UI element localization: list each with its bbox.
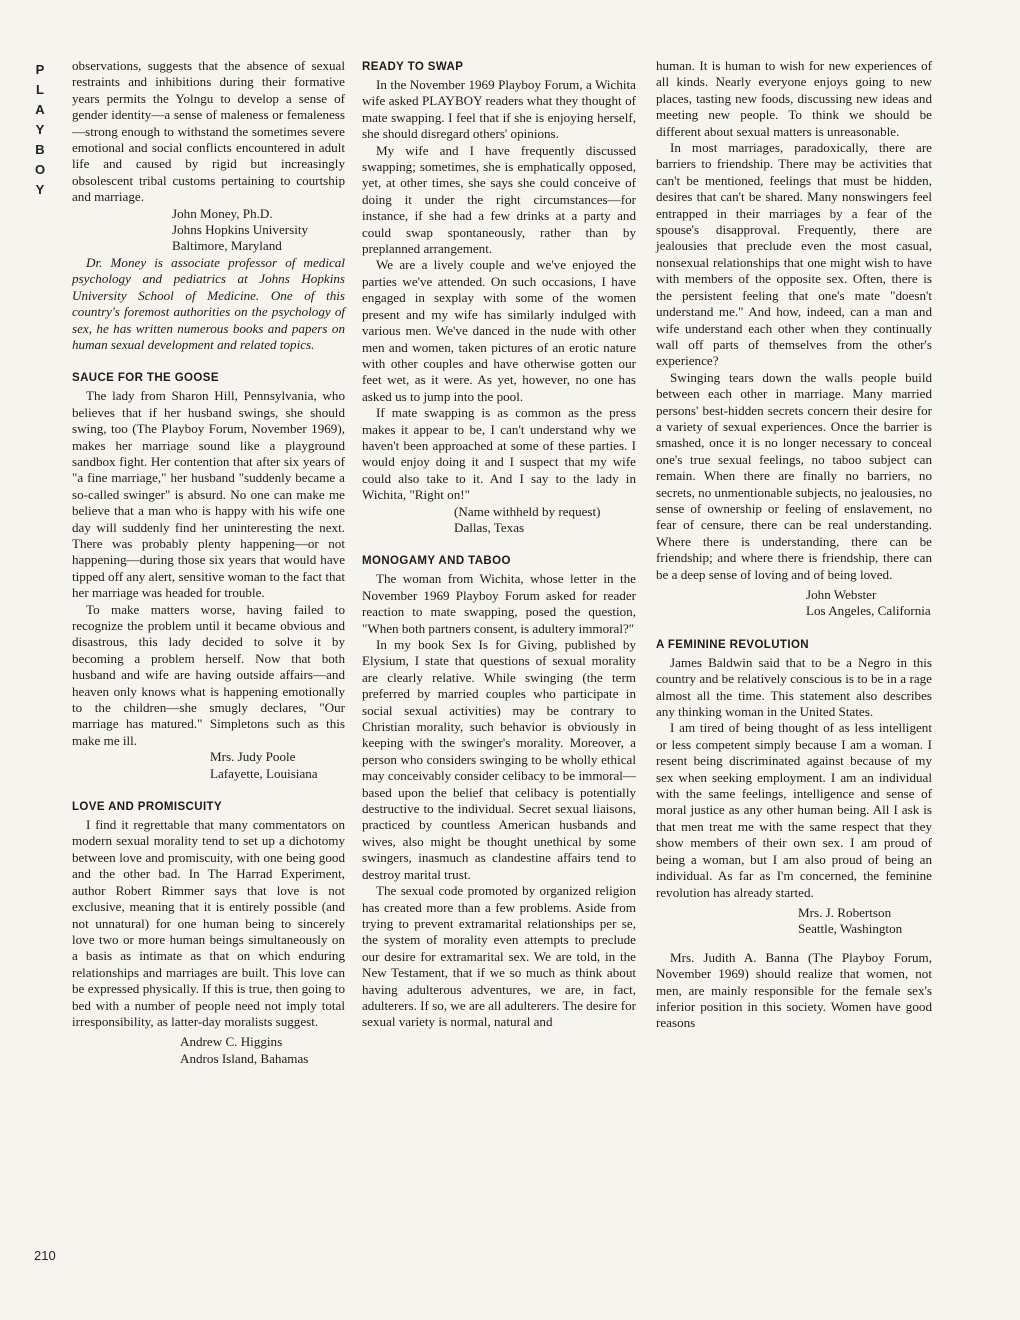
signature-line: Lafayette, Louisiana — [210, 765, 318, 781]
signature-line: John Webster — [806, 587, 877, 602]
paragraph: If mate swapping is as common as the press makes it appear to be, I can't understand why we haven't been approached at some of these parties. I would enjoy doing it and I suspect that my wife could also take to it. And I say to the lady in Wichita, "Right on!" — [362, 405, 636, 503]
signature-higgins — [72, 1034, 345, 1067]
signature-webster — [656, 587, 932, 620]
sidebar-letter: L — [36, 82, 44, 97]
editor-note: Dr. Money is associate professor of medical psychology and pediatrics at Johns Hopkins University School of Medicine. One of this country's foremost authorities on the psychology of sex, he has written numerous books and papers on human sexual development and related topics. — [72, 254, 345, 352]
paragraph: Mrs. Judith A. Banna (The Playboy Forum, November 1969) should realize that women, not men, are mainly responsible for the female sex's inferior position in this society. Women have good reasons — [656, 949, 932, 1031]
section-heading: SAUCE FOR THE GOOSE — [72, 372, 219, 385]
section-heading: MONOGAMY AND TABOO — [362, 555, 511, 568]
paragraph: James Baldwin said that to be a Negro in this country and be relatively conscious is to be in a rage almost all the time. This statement also describes any thinking woman in the United States. — [656, 654, 932, 720]
paragraph: To make matters worse, having failed to recognize the problem until it became obvious and disastrous, this lady decided to solve it by becoming a problem herself. Now that both husband and wife are having outside affairs—and heaven only knows what is happening emotionally to the children—she smugly declares, "Our marriage has matured." Simpletons such as this make me ill. — [72, 601, 345, 748]
magazine-name-vertical — [33, 60, 47, 200]
signature-line: Andros Island, Bahamas — [180, 1050, 309, 1066]
signature-line: John Money, Ph.D. — [172, 205, 273, 221]
signature-line: Mrs. Judy Poole — [210, 749, 296, 765]
column-2 — [362, 58, 636, 1031]
signature-money — [72, 206, 345, 255]
paragraph: The sexual code promoted by organized religion has created more than a few problems. Aside from trying to prevent extramarital relationships per se, the system of morality even attempts to preclude our desire for extramarital sex. We are told, in the New Testament, that if we so much as think about having adulterous adventures, we are, in fact, adulterers. If so, we are all adulterers. The desire for sexual variety is normal, natural and — [362, 883, 636, 1030]
signature-withheld — [362, 504, 636, 537]
paragraph: I find it regrettable that many commentators on modern sexual morality tend to set up a dichotomy between love and promiscuity, with one being good and the other bad. In The Harrad Experiment, author Robert Rimmer says that love is not exclusive, meaning that it is entirely possible (and not unnatural) for one human being to sincerely love two or more human beings simultaneously on a basis as intimate as that on which enduring relationships and marriages are built. This love can be expressed physically. If this is true, then going to bed with a number of people need not imply total irresponsibility, as latter-day moralists suggest. — [72, 817, 345, 1029]
section-heading: LOVE AND PROMISCUITY — [72, 801, 223, 814]
paragraph: human. It is human to wish for new experiences of all kinds. Nearly everyone enjoys going to new places, tasting new foods, discussing new ideas and meeting new people. To think we should be different about sexual matters is unreasonable. — [656, 58, 932, 139]
paragraph: We are a lively couple and we've enjoyed the parties we've attended. On such occasions, I have engaged in sexplay with some of the women present and my wife has similarly indulged with various men. We've danced in the nude with other men and women, taken pictures of an erotic nature with other couples and have otherwise gotten our feet wet, as it were. As yet, however, no one has asked us to jump into the pool. — [362, 257, 636, 404]
signature-line: Dallas, Texas — [454, 519, 525, 535]
signature-poole — [72, 749, 345, 782]
paragraph: In most marriages, paradoxically, there are barriers to friendship. There may be activities that can't be mentioned, feelings that must be hidden, desires that can't be shared. Many nonswingers feel entrapped in their marriages by a fear of the spouse's disapproval. Frequently, there are jealousies that preclude even the most casual, nonsexual relationships that one might wish to have with members of the opposite sex. Often, there is the persistent feeling that one's mate "doesn't understand me." And how, indeed, can a man and wife understand each other when they continually wall off parts of themselves from the other's experience? — [656, 140, 932, 369]
column-1 — [72, 58, 345, 1067]
section-heading: READY TO SWAP — [362, 61, 464, 73]
signature-line: Los Angeles, California — [806, 603, 931, 619]
signature-line: Baltimore, Maryland — [172, 238, 282, 254]
page-number: 210 — [34, 1248, 56, 1263]
paragraph: Swinging tears down the walls people build between each other in marriage. Many married persons' best-hidden secrets concern their desire for a variety of sexual experiences. Once the barrier is smashed, once it is no longer necessary to conceal one's true sexual feelings, no taboo subject can remain. When there are finally no barriers, no secrets, no unmentionable subjects, no jealousies, no sense of ownership or feeling of enslavement, no fear of censure, there can be real understanding. Where there is understanding, there can be friendship; and where there is friendship, there can be a deep sense of loving and of being loved. — [656, 369, 932, 582]
signature-line: Seattle, Washington — [798, 921, 903, 937]
sidebar-letter: Y — [35, 122, 45, 137]
signature-robertson — [656, 905, 932, 938]
paragraph: My wife and I have frequently discussed swapping; sometimes, she is emphatically opposed, yet, at other times, she says she could conceive of doing it under the right circumstances—for instance, if she had a few drinks at a party and could swap spontaneously, rather than by preplanned arrangement. — [362, 142, 636, 257]
paragraph: The lady from Sharon Hill, Pennsylvania, who believes that if her husband swings, she should swing, too (The Playboy Forum, November 1969), makes her marriage sound like a playground sandbox fight. Her contention that after six years of "a fine marriage," her husband "suddenly became a so-called swinger" is absurd. No one can make me believe that a man who is happy with his wife one day will suddenly find her uninteresting the next. There was probably plenty happening—or not happening—during those six years that would have tipped off any alert, sensitive woman to the fact that her marriage was headed for trouble. — [72, 388, 345, 601]
paragraph: In my book Sex Is for Giving, published by Elysium, I state that questions of sexual morality are clearly relative. While swinging (the term preferred by married couples who participate in social sexual activities) may be contrary to Christian morality, such behavior is obviously in keeping with the swinger's morality. Moreover, a person who considers swinging to be wholly ethical may conceivably consider celibacy to be immoral—based upon the belief that celibacy is potentially destructive to the individual. Secret sexual liaisons, practiced by countless American husbands and wives, also might be thought unethical by some swingers, inasmuch as clandestine affairs tend to destroy marital trust. — [362, 637, 636, 882]
section-heading: A FEMININE REVOLUTION — [656, 638, 810, 651]
paragraph: The woman from Wichita, whose letter in the November 1969 Playboy Forum asked for reader reaction to mate swapping, posed the question, "When both partners consent, is adultery immoral?" — [362, 571, 636, 636]
paragraph: In the November 1969 Playboy Forum, a Wichita wife asked PLAYBOY readers what they thought of mate swapping. I feel that if she is enjoying herself, she should disregard others' opinions. — [362, 77, 636, 142]
sidebar-letter: Y — [35, 182, 45, 197]
signature-line: Andrew C. Higgins — [180, 1034, 283, 1050]
signature-line: Mrs. J. Robertson — [798, 904, 892, 920]
sidebar-letter: P — [35, 62, 45, 77]
sidebar-letter: A — [35, 102, 45, 117]
signature-line: Johns Hopkins University — [172, 222, 309, 238]
signature-line: (Name withheld by request) — [454, 503, 601, 519]
paragraph: I am tired of being thought of as less intelligent or less competent simply because I am a woman. I resent being discriminated against because of my sex when seeking employment. I am an individual with the same feelings, intelligence and sense of moral justice as any other human being. All I ask is that men treat me with the same respect that they show members of their own sex. I am proud of being a woman, but I am also proud of being an individual. As far as I'm concerned, the feminine revolution has already started. — [656, 720, 932, 900]
paragraph: observations, suggests that the absence of sexual restraints and inhibitions during their formative years permits the Yolngu to develop a sense of gender identity—a sense of maleness or femaleness—strong enough to withstand the sometimes severe emotional and social conflicts encountered in adult life and caused by rigid but increasingly obsolescent tribal customs pertaining to courtship and marriage. — [72, 58, 345, 205]
sidebar-letter: O — [34, 162, 46, 177]
column-3 — [656, 58, 932, 1032]
sidebar-letter: B — [35, 142, 45, 157]
